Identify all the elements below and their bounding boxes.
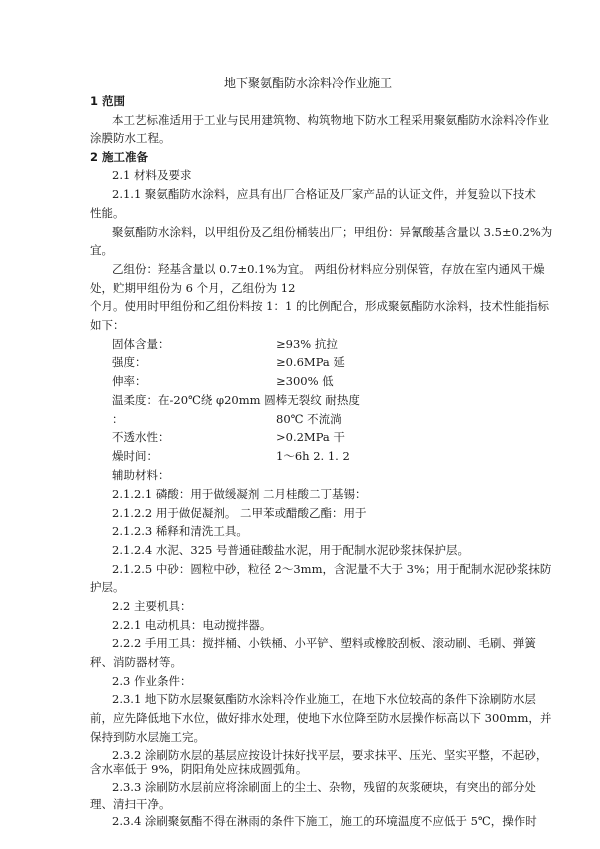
paragraph-line: 宜。: [90, 243, 113, 257]
page-title: 地下聚氨酯防水涂料冷作业施工: [224, 76, 393, 90]
paragraph-line: 2.1.2.5 中砂：圆粒中砂，粒径 2～3mm，含泥量不大于 3%；用于配制水泥砂浆抹防: [112, 562, 552, 576]
subsection-heading: 2.1 材料及要求: [112, 168, 192, 182]
spec-label: 不透水性：: [112, 430, 170, 444]
paragraph-line: 2.1.2.2 用于做促凝剂。 二甲苯或醋酸乙酯：用于: [112, 506, 367, 520]
paragraph-line: 2.1.2.1 磷酸：用于做缓凝剂 二月桂酸二丁基锡：: [112, 487, 367, 501]
paragraph-line: 前，应先降低地下水位，做好排水处理，使地下水位降至防水层操作标高以下 300mm，并: [90, 711, 552, 725]
section-heading-2: 2 施工准备: [90, 150, 149, 164]
paragraph-line: 2.2.1 电动机具：电动搅拌器。: [112, 618, 272, 632]
paragraph-line: 聚氨酯防水涂料，以甲组份及乙组份桶装出厂；甲组份：异氰酸基含量以 3.5±0.2%为: [112, 225, 553, 239]
spec-label: 强度：: [112, 355, 147, 369]
spec-value: ≥300% 低: [276, 374, 334, 388]
subsection-heading: 2.3 作业条件：: [112, 674, 192, 688]
paragraph-line: 2.1.2.4 水泥、325 号普通硅酸盐水泥，用于配制水泥砂浆抹保护层。: [112, 543, 469, 557]
paragraph-line: 理、清扫干净。: [90, 797, 171, 811]
paragraph-line: 如下：: [90, 318, 125, 332]
paragraph-line: 护层。: [90, 580, 125, 594]
paragraph-line: 2.1.1 聚氨酯防水涂料，应具有出厂合格证及厂家产品的认证文件，并复验以下技术: [112, 187, 536, 201]
paragraph-line: 2.1.2.3 稀释和清洗工具。: [112, 524, 248, 538]
paragraph-line: 乙组份：羟基含量以 0.7±0.1%为宜。 两组份材料应分别保管，存放在室内通风干燥: [112, 262, 545, 276]
paragraph-line: 秤、消防器材等。: [90, 655, 182, 669]
paragraph-line: 性能。: [90, 206, 125, 220]
spec-label: 固体含量：: [112, 337, 170, 351]
spec-label: 温柔度：在-20℃绕 φ20mm 圆棒无裂纹 耐热度: [112, 393, 360, 407]
paragraph-line: 含水率低于 9%，阴阳角处应抹成圆弧角。: [90, 762, 308, 776]
paragraph-line: 处，贮期甲组份为 6 个月，乙组份为 12: [90, 281, 296, 295]
spec-value: ≥93% 抗拉: [276, 337, 338, 351]
spec-value: 1～6h 2. 1. 2: [276, 449, 350, 463]
spec-label: ：: [112, 412, 124, 426]
paragraph-line: 2.3.2 涂刷防水层的基层应按设计抹好找平层，要求抹平、压光、坚实平整，不起砂，: [112, 748, 548, 762]
paragraph-line: 2.3.4 涂刷聚氨酯不得在淋雨的条件下施工，施工的环境温度不应低于 5℃，操作时: [112, 814, 537, 828]
paragraph-line: 保持到防水层施工完。: [90, 730, 205, 744]
paragraph-line: 2.3.1 地下防水层聚氨酯防水涂料冷作业施工，在地下水位较高的条件下涂刷防水层: [112, 692, 536, 706]
spec-label: 伸率：: [112, 374, 147, 388]
paragraph-line: 2.2.2 手用工具：搅拌桶、小铁桶、小平铲、塑料或橡胶刮板、滚动刷、毛刷、弹簧: [112, 636, 536, 650]
spec-value: 80℃ 不流淌: [276, 412, 342, 426]
spec-label: 燥时间：: [112, 449, 158, 463]
spec-value: >0.2MPa 干: [276, 430, 345, 444]
spec-value: ≥0.6MPa 延: [276, 355, 345, 369]
section-heading-1: 1 范围: [90, 94, 126, 108]
subsection-heading: 2.2 主要机具：: [112, 599, 192, 613]
paragraph-line: 涂膜防水工程。: [90, 131, 171, 145]
paragraph-line: 本工艺标准适用于工业与民用建筑物、构筑物地下防水工程采用聚氨酯防水涂料冷作业: [112, 113, 549, 127]
paragraph-line: 个月。使用时甲组份和乙组份料按 1：1 的比例配合，形成聚氨酯防水涂料，技术性能指标: [90, 299, 549, 313]
paragraph-line: 2.3.3 涂刷防水层前应将涂刷面上的尘土、杂物，残留的灰浆硬块，有突出的部分处: [112, 780, 536, 794]
paragraph-line: 辅助材料：: [112, 468, 170, 482]
